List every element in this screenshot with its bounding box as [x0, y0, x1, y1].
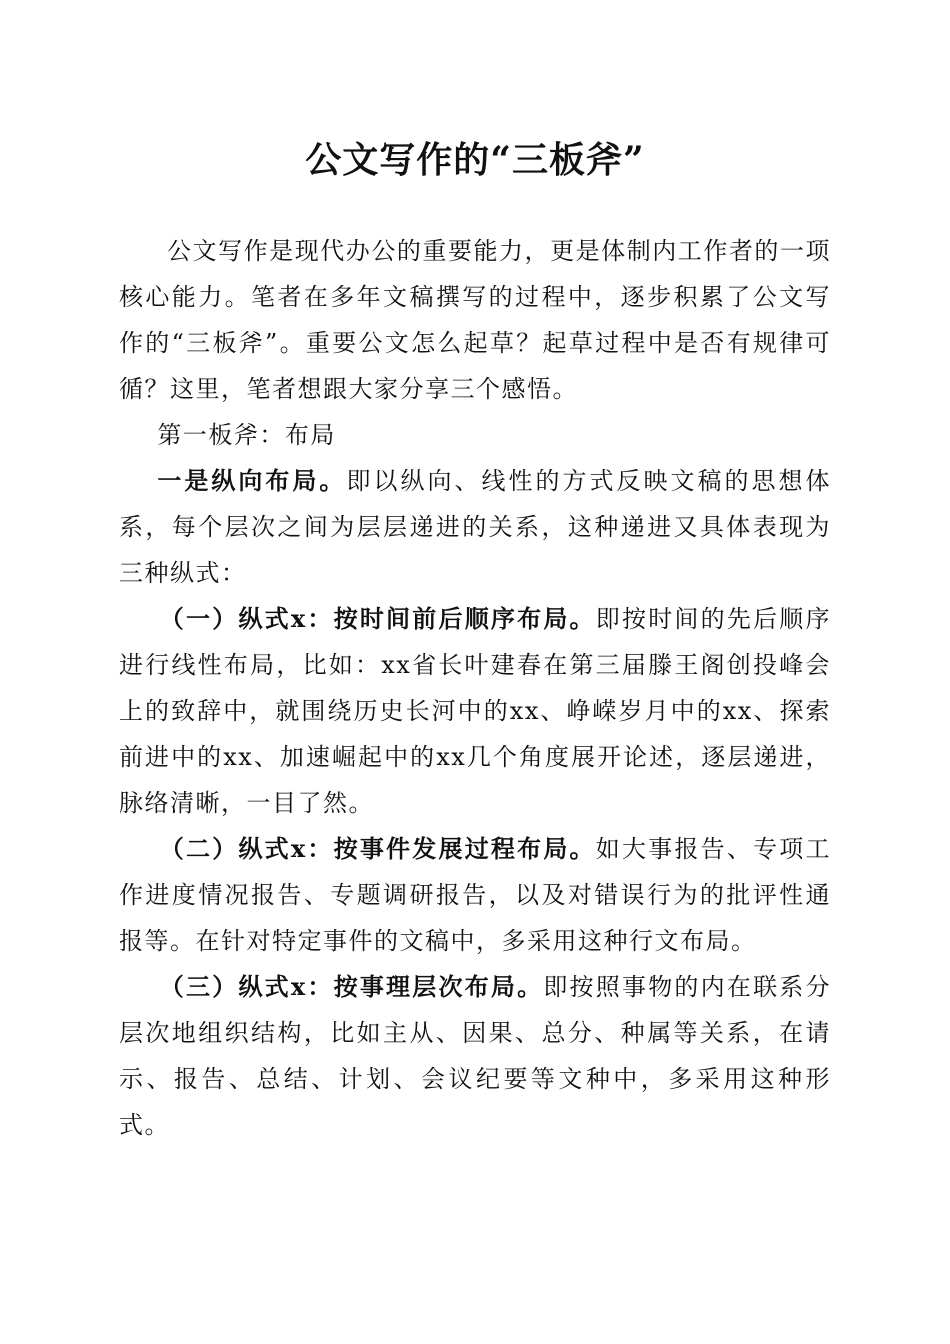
- paragraph-lead: 一是纵向布局。: [157, 466, 347, 495]
- paragraph-text: 即以纵向、线性的方式反映文稿的思想体系，每个层次之间为层层递进的关系，这种递进又具体表现为三种纵式：: [119, 467, 832, 587]
- list-item: [119, 964, 831, 1148]
- document-title: 公文写作的“三板斧”: [305, 139, 645, 181]
- list-item: [119, 826, 831, 964]
- list-item-lead: （三）纵式x：按事理层次布局。: [159, 972, 544, 1001]
- list-item-lead: （一）纵式x：按时间前后顺序布局。: [159, 604, 596, 633]
- section-heading: 第一板斧：布局: [157, 421, 336, 449]
- paragraph-vertical-layout: [119, 458, 831, 596]
- list-item-text: 如大事报告、专项工作进度情况报告、专题调研报告，以及对错误行为的批评性通报等。在针对特定事件的文稿中，多采用这种行文布局。: [119, 835, 832, 955]
- list-item-lead: （二）纵式x：按事件发展过程布局。: [159, 834, 596, 863]
- intro-paragraph: 公文写作是现代办公的重要能力，更是体制内工作者的一项核心能力。笔者在多年文稿撰写的过程中，逐步积累了公文写作的“三板斧”。重要公文怎么起草？起草过程中是否有规律可循？这里，笔者想跟大家分享三个感悟。: [119, 237, 831, 403]
- document-body: [119, 228, 831, 1148]
- list-item-text: 即按时间的先后顺序进行线性布局，比如：xx省长叶建春在第三届滕王阁创投峰会上的致辞中，就围绕历史长河中的xx、峥嵘岁月中的xx、探索前进中的xx、加速崛起中的xx几个角度展开论述，逐层递进，脉络清晰，一目了然。: [119, 605, 832, 817]
- list-item-text: 即按照事物的内在联系分层次地组织结构，比如主从、因果、总分、种属等关系，在请示、报告、总结、计划、会议纪要等文种中，多采用这种形式。: [119, 973, 831, 1139]
- list-item: [119, 596, 831, 826]
